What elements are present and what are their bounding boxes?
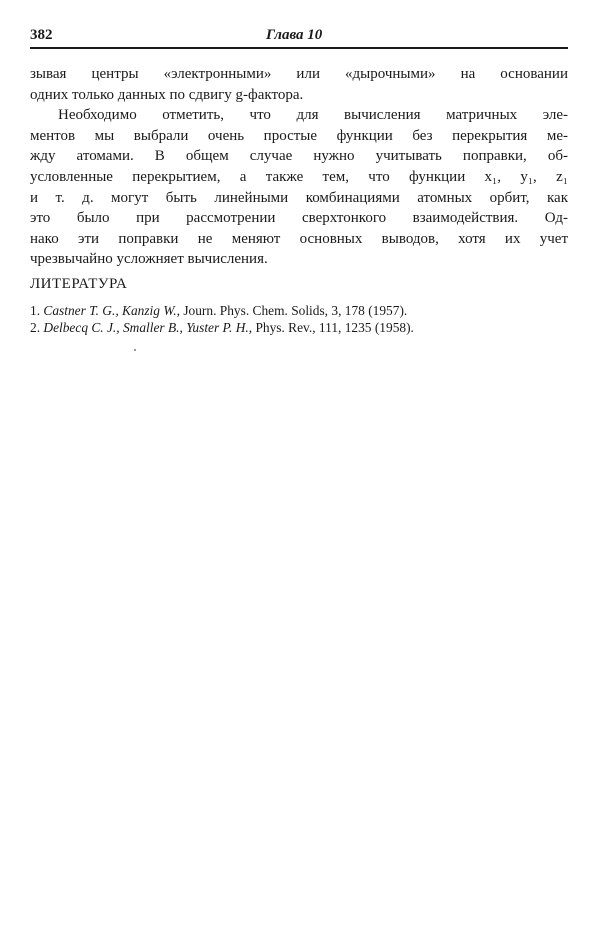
running-head — [30, 27, 568, 45]
reference-source: Journ. Phys. Chem. Solids, 3, 178 (1957). — [183, 303, 408, 318]
reference-source: Phys. Rev., 111, 1235 (1958). — [255, 320, 414, 335]
header-rule — [30, 47, 568, 49]
text-line: зывая центры «электронными» или «дырочными» на основании — [30, 66, 568, 82]
reference-authors: Delbecq C. J., Smaller B., Yuster P. H., — [43, 320, 253, 335]
chapter-title: Глава 10 — [266, 27, 323, 43]
paragraph-2 — [30, 105, 568, 270]
reference-authors: Castner T. G., Kanzig W., — [43, 303, 180, 318]
literature-heading: ЛИТЕРАТУРА — [30, 276, 128, 292]
text-line: одних только данных по сдвигу g-фактора. — [30, 86, 304, 103]
page-number: 382 — [30, 27, 53, 43]
text-line: нако эти поправки не меняют основных выводов, хотя их учет — [30, 230, 568, 247]
text-line: условленные перекрытием, а также тем, что функции x₁, y₁, z₁ — [30, 168, 568, 185]
paragraph-1 — [30, 64, 568, 105]
reference-item — [30, 302, 550, 319]
text-line: это было при рассмотрении сверхтонкого взаимодействия. Од- — [30, 210, 568, 227]
print-speck — [134, 349, 136, 351]
text-line: жду атомами. В общем случае нужно учитывать поправки, об- — [30, 148, 568, 165]
reference-number: 1. — [30, 303, 41, 318]
body-text — [30, 64, 568, 270]
text-line: и т. д. могут быть линейными комбинациями атомных орбит, как — [30, 189, 568, 206]
text-line: чрезвычайно усложняет вычисления. — [30, 251, 268, 268]
reference-number: 2. — [30, 320, 41, 335]
reference-item — [30, 319, 550, 336]
text-line: ментов мы выбрали очень простые функции без перекрытия ме- — [30, 127, 568, 144]
reference-list — [30, 302, 550, 336]
text-line: Необходимо отметить, что для вычисления матричных эле- — [58, 107, 568, 124]
